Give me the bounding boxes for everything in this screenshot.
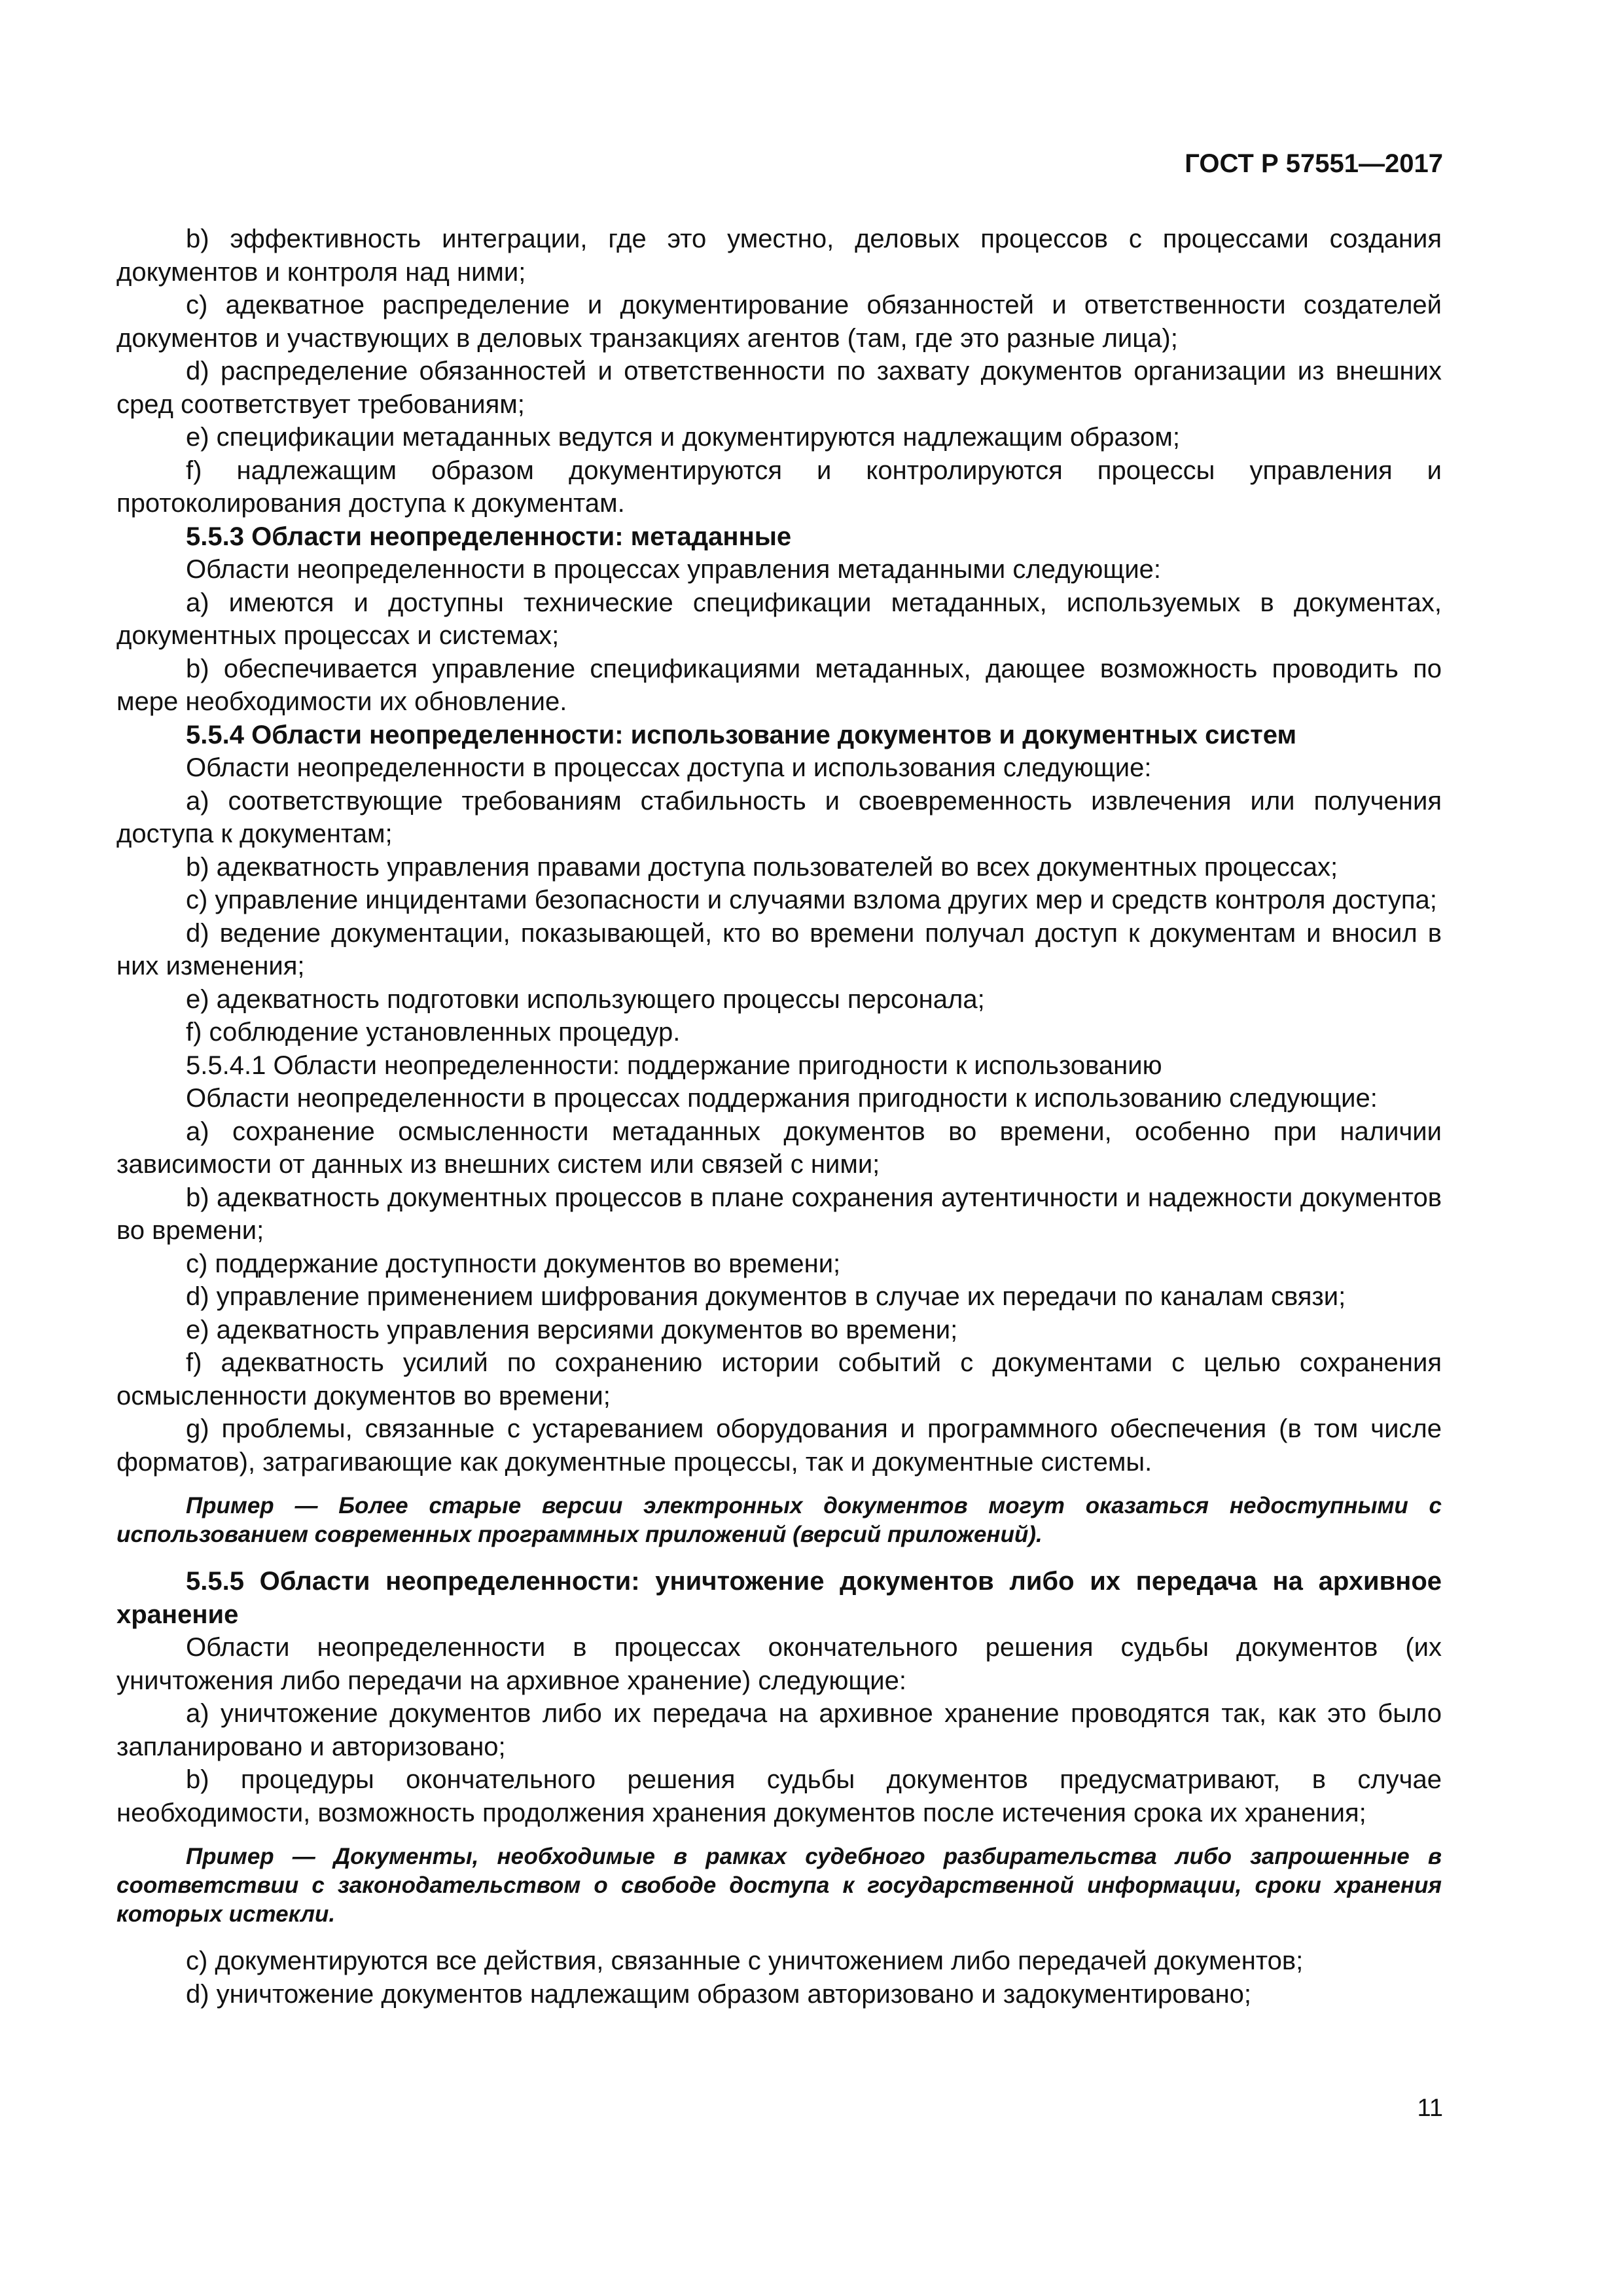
paragraph: f) соблюдение установленных процедур. (186, 1018, 681, 1047)
paragraph: e) адекватность управления версиями документов во времени; (186, 1315, 958, 1344)
paragraph: Области неопределенности в процессах доступа и использования следующие: (186, 753, 1152, 782)
paragraph: c) документируются все действия, связанные с уничтожением либо передачей документов; (186, 1946, 1304, 1975)
paragraph: f) надлежащим образом документируются и контролируются процессы управления и протоколирования доступа к документам. (116, 456, 1442, 518)
paragraph: e) спецификации метаданных ведутся и документируются надлежащим образом; (186, 423, 1180, 452)
page-number: 11 (1417, 2094, 1443, 2122)
document-body (116, 223, 1442, 2011)
paragraph: d) уничтожение документов надлежащим образом авторизовано и задокументировано; (186, 1979, 1252, 2009)
paragraph: b) эффективность интеграции, где это уместно, деловых процессов с процессами создания документов и контроля над ними; (116, 224, 1442, 287)
subsection-title: 5.5.4.1 Области неопределенности: поддержание пригодности к использованию (186, 1050, 1162, 1080)
section-heading: 5.5.3 Области неопределенности: метаданные (186, 522, 792, 551)
document-header: ГОСТ Р 57551—2017 (1185, 149, 1443, 178)
paragraph: d) распределение обязанностей и ответственности по захвату документов организации из внешних сред соответствует требованиям; (116, 357, 1442, 419)
paragraph: b) адекватность управления правами доступа пользователей во всех документных процессах; (186, 852, 1338, 882)
section-heading: 5.5.5 Области неопределенности: уничтожение документов либо их передача на архивное хранение (116, 1567, 1442, 1629)
paragraph: f) адекватность усилий по сохранению истории событий с документами с целью сохранения осмысленности документов во времени; (116, 1348, 1442, 1410)
paragraph: d) ведение документации, показывающей, кто во времени получал доступ к документам и вносил в них изменения; (116, 918, 1442, 980)
example-note: Пример — Более старые версии электронных документов могут оказаться недоступными с использованием современных программных приложений (версий приложений). (116, 1493, 1442, 1547)
paragraph: c) адекватное распределение и документирование обязанностей и ответственности создателей документов и участвующих в деловых транзакциях агентов (там, где это разные лица); (116, 291, 1442, 353)
paragraph: c) поддержание доступности документов во времени; (186, 1249, 841, 1278)
paragraph: e) адекватность подготовки использующего процессы персонала; (186, 984, 985, 1014)
paragraph: b) процедуры окончательного решения судьбы документов предусматривают, в случае необходимости, возможность продолжения хранения документов после истечения срока их хранения; (116, 1765, 1442, 1827)
paragraph: a) сохранение осмысленности метаданных документов во времени, особенно при наличии зависимости от данных из внешних систем или связей с ними; (116, 1117, 1442, 1179)
paragraph: a) соответствующие требованиям стабильность и своевременность извлечения или получения доступа к документам; (116, 786, 1442, 848)
paragraph: b) адекватность документных процессов в плане сохранения аутентичности и надежности документов во времени; (116, 1183, 1442, 1245)
paragraph: Области неопределенности в процессах поддержания пригодности к использованию следующие: (186, 1084, 1378, 1113)
paragraph: a) имеются и доступны технические спецификации метаданных, используемых в документах, документных процессах и системах; (116, 588, 1442, 650)
paragraph: Области неопределенности в процессах окончательного решения судьбы документов (их уничтожения либо передачи на архивное хранение) следующие: (116, 1633, 1442, 1695)
paragraph: d) управление применением шифрования документов в случае их передачи по каналам связи; (186, 1282, 1346, 1311)
section-heading: 5.5.4 Области неопределенности: использование документов и документных систем (186, 720, 1297, 749)
paragraph: g) проблемы, связанные с устареванием оборудования и программного обеспечения (в том числе форматов), затрагивающие как документные процессы, так и документные системы. (116, 1414, 1442, 1477)
paragraph: a) уничтожение документов либо их передача на архивное хранение проводятся так, как это было запланировано и авторизовано; (116, 1699, 1442, 1761)
example-note: Пример — Документы, необходимые в рамках судебного разбирательства либо запрошенные в соответствии с законодательством о свободе доступа к государственной информации, сроки хранения которых истекли. (116, 1844, 1442, 1927)
paragraph: Области неопределенности в процессах управления метаданными следующие: (186, 555, 1162, 584)
paragraph: c) управление инцидентами безопасности и случаями взлома других мер и средств контроля доступа; (186, 886, 1437, 914)
paragraph: b) обеспечивается управление спецификациями метаданных, дающее возможность проводить по мере необходимости их обновление. (116, 654, 1442, 716)
